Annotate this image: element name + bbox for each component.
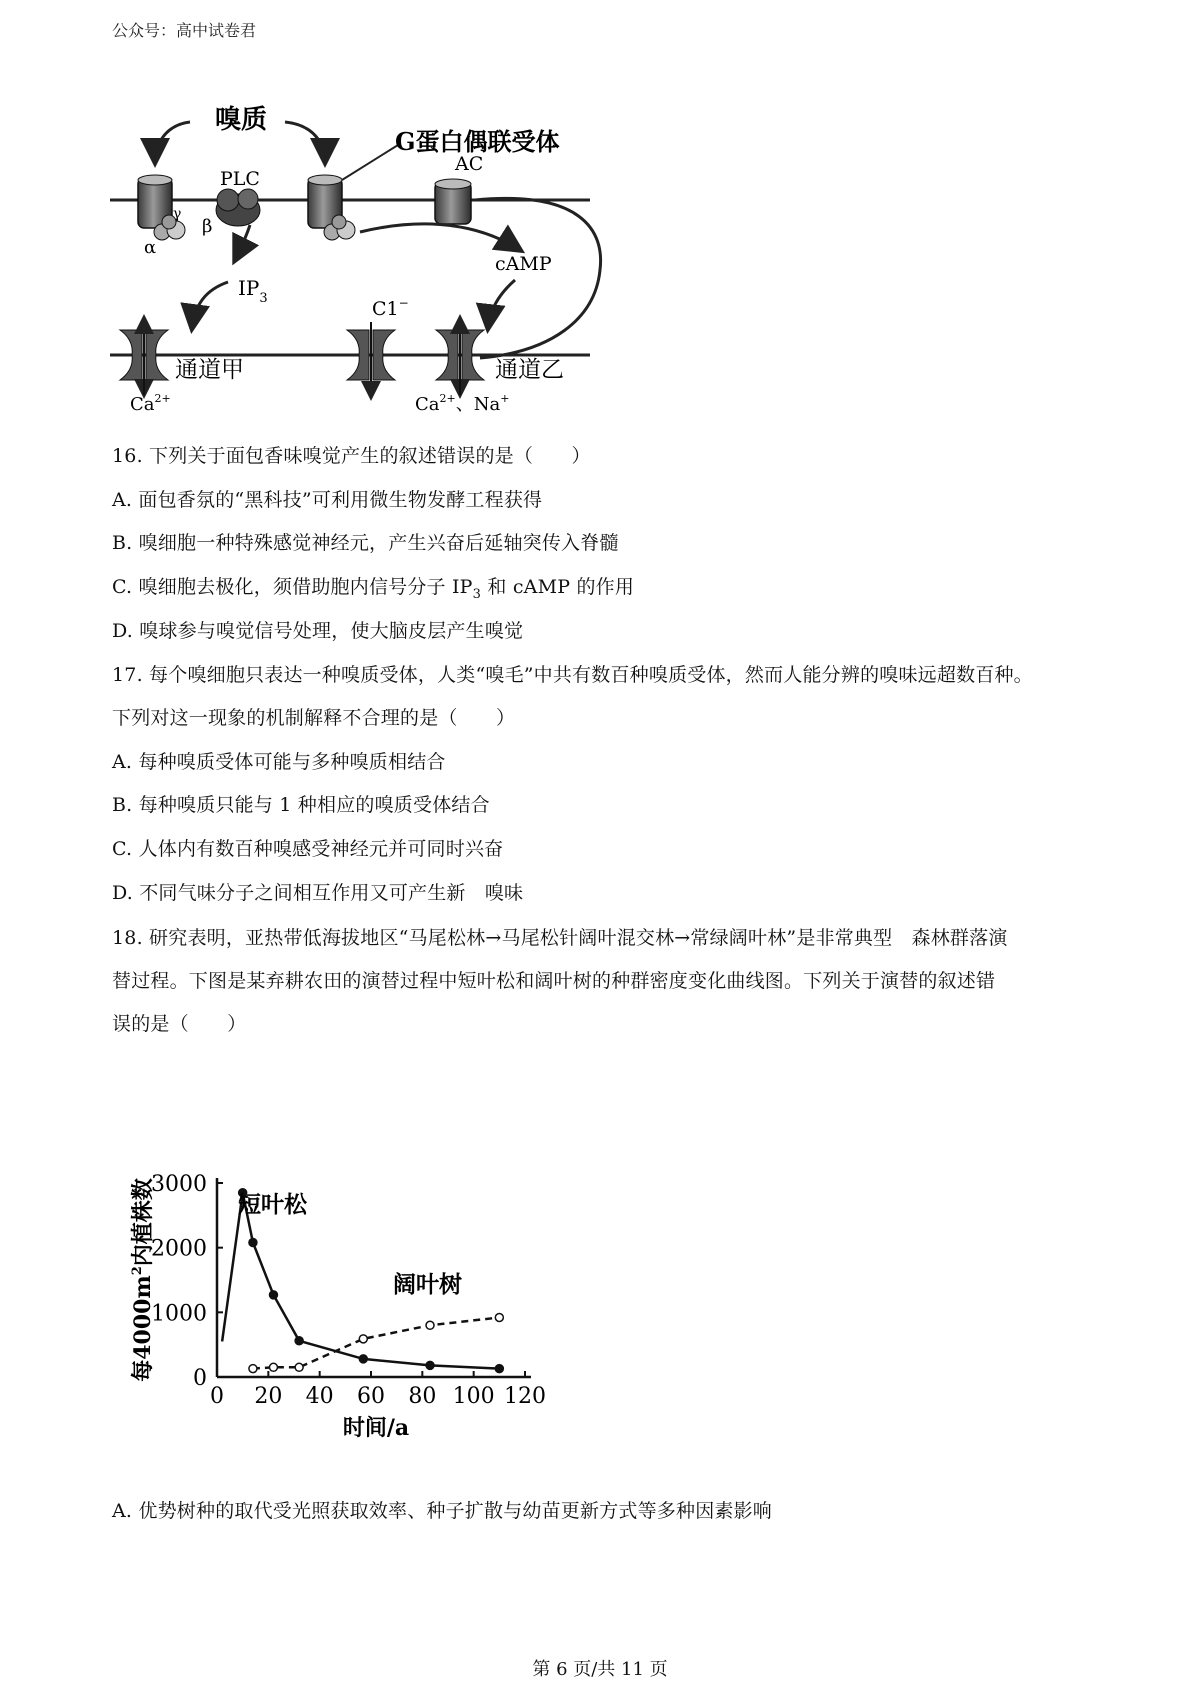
series-1-point xyxy=(295,1363,303,1371)
series-0-point xyxy=(269,1291,277,1299)
plc-label: PLC xyxy=(220,168,260,190)
beta-label: β xyxy=(202,216,213,237)
q17-option-c: C. 人体内有数百种嗅感受神经元并可同时兴奋 xyxy=(112,838,504,860)
camp-to-channel-b-arrow xyxy=(488,280,515,328)
y-axis-label: 每$4000m^2$内植株数 xyxy=(130,1178,156,1382)
ac-enzyme xyxy=(435,179,471,224)
odorant-arrow-left xyxy=(155,122,190,162)
series-1-point xyxy=(359,1335,367,1343)
channel-b-ions: $Ca^{2+}$、Na+ xyxy=(415,392,510,415)
q16-option-a: A. 面包香氛的“黑科技”可利用微生物发酵工程获得 xyxy=(112,489,543,511)
q16-option-c-sub: 3 xyxy=(472,586,482,602)
q16-option-b: B. 嗅细胞一种特殊感觉神经元，产生兴奋后延轴突传入脊髓 xyxy=(112,532,619,554)
q18-stem-line3: 误的是（ ） xyxy=(112,1013,247,1035)
plc-to-ip3-arrow xyxy=(235,225,250,260)
y-tick-label: 2000 xyxy=(151,1236,207,1262)
x-tick-label: 120 xyxy=(504,1384,546,1409)
ip3-label: $IP_3$ xyxy=(238,276,268,306)
series-1-point xyxy=(269,1363,277,1371)
x-tick-label: 20 xyxy=(254,1384,283,1409)
series-0-point xyxy=(249,1238,257,1246)
channel-b-label: 通道乙 xyxy=(495,357,564,383)
q18-stem-line2: 替过程。下图是某弃耕农田的演替过程中短叶松和阔叶树的种群密度变化曲线图。下列关于演替的叙述错 xyxy=(112,970,996,992)
camp-label: cAMP xyxy=(495,253,552,275)
ac-label: AC xyxy=(455,153,484,175)
x-axis-label: 时间/a xyxy=(342,1415,410,1441)
series-0-point xyxy=(295,1337,303,1345)
series-1-point xyxy=(495,1314,503,1322)
q18-stem-line1: 18. 研究表明，亚热带低海拔地区“马尾松林→马尾松针阔叶混交林→常绿阔叶林”是非常典型 森林群落演 xyxy=(112,927,1008,949)
page-footer: 第 6 页/共 11 页 xyxy=(532,1659,668,1680)
cl-label: C1− xyxy=(372,296,409,320)
q16-option-c-post: 和 cAMP 的作用 xyxy=(481,576,635,598)
series-0-point xyxy=(359,1355,367,1363)
receptor-to-camp-arrow xyxy=(360,224,520,250)
receptor-right xyxy=(308,175,355,240)
q16-option-d: D. 嗅球参与嗅觉信号处理，使大脑皮层产生嗅觉 xyxy=(112,620,524,642)
page-header: 公众号：高中试卷君 xyxy=(112,21,257,40)
q17-stem-line1: 17. 每个嗅细胞只表达一种嗅质受体，人类“嗅毛”中共有数百种嗅质受体，然而人能分辨的嗅味远超数百种。 xyxy=(112,664,1033,686)
olfactory-signaling-diagram xyxy=(110,100,610,420)
q18-option-a: A. 优势树种的取代受光照获取效率、种子扩散与幼苗更新方式等多种因素影响 xyxy=(112,1500,773,1522)
gpcr-pointer xyxy=(342,145,398,180)
population-density-chart xyxy=(110,1150,590,1450)
series-1-point xyxy=(426,1321,434,1329)
cl-channel-icon xyxy=(347,322,395,397)
odorant-arrow-right xyxy=(285,122,325,162)
q16-option-c-pre: C. 嗅细胞去极化，须借助胞内信号分子 IP xyxy=(112,576,473,598)
ac-loop-arrow xyxy=(475,198,601,358)
q16-option-c xyxy=(112,573,634,609)
odorant-label: 嗅质 xyxy=(215,105,268,135)
channel-a-ion: $Ca^{2+}$ xyxy=(130,392,171,415)
x-tick-label: 100 xyxy=(452,1384,495,1409)
x-tick-label: 40 xyxy=(305,1384,334,1409)
series-0-point xyxy=(426,1361,434,1369)
q17-option-d: D. 不同气味分子之间相互作用又可产生新 嗅味 xyxy=(112,882,524,904)
q17-option-a: A. 每种嗅质受体可能与多种嗅质相结合 xyxy=(112,751,446,773)
gpcr-label: G蛋白偶联受体 xyxy=(395,127,560,156)
series-label-broadleaf: 阔叶树 xyxy=(393,1271,462,1298)
q17-option-b: B. 每种嗅质只能与 1 种相应的嗅质受体结合 xyxy=(112,794,490,816)
alpha-label: α xyxy=(144,237,157,258)
plc-enzyme xyxy=(216,189,260,226)
y-tick-label: 0 xyxy=(193,1366,207,1391)
y-tick-label: 1000 xyxy=(151,1301,207,1327)
series-0-point xyxy=(495,1365,503,1373)
x-tick-label: 80 xyxy=(408,1384,437,1409)
series-label-short-leaf-pine: 短叶松 xyxy=(238,1191,307,1218)
series-1-point xyxy=(249,1365,257,1373)
q17-stem-line2: 下列对这一现象的机制解释不合理的是（ ） xyxy=(112,707,516,729)
q16-stem: 16. 下列关于面包香味嗅觉产生的叙述错误的是（ ） xyxy=(112,445,591,467)
channel-a-label: 通道甲 xyxy=(175,357,244,383)
y-tick-label: 3000 xyxy=(151,1172,207,1197)
x-tick-label: 0 xyxy=(210,1384,224,1409)
x-tick-label: 60 xyxy=(357,1384,385,1409)
ip3-to-channel-a-arrow xyxy=(192,282,228,328)
gamma-label: γ xyxy=(173,206,182,222)
